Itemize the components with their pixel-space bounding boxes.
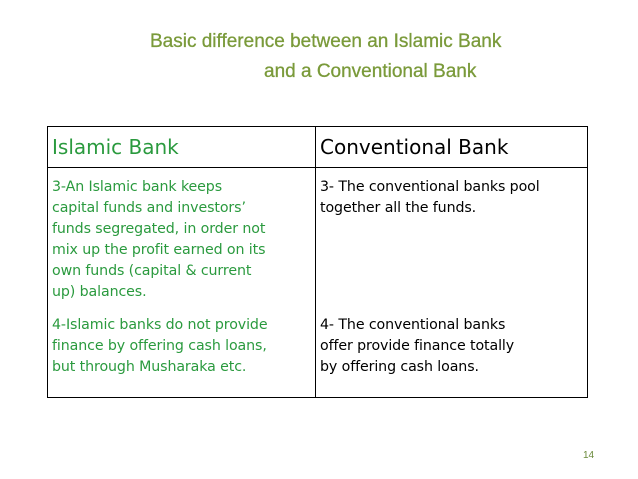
title-line-2: and a Conventional Bank — [264, 61, 477, 82]
title-line-1: Basic difference between an Islamic Bank — [150, 31, 502, 52]
conventional-point-3: 3- The conventional banks pool together all the funds. — [320, 179, 540, 216]
conventional-bank-cell — [316, 168, 588, 398]
islamic-point-3: 3-An Islamic bank keeps capital funds and investors’ funds segregated, in order not mix up the profit earned on its own funds (capital & current up) balances. — [52, 179, 266, 300]
islamic-point-4: 4-Islamic banks do not provide finance by offering cash loans, but through Musharaka etc. — [52, 317, 268, 375]
table-row — [48, 168, 588, 398]
table-header-row — [48, 127, 588, 168]
header-conventional-bank: Conventional Bank — [316, 127, 588, 168]
comparison-table — [47, 126, 588, 398]
islamic-bank-cell — [48, 168, 316, 398]
conventional-point-4: 4- The conventional banks offer provide finance totally by offering cash loans. — [320, 317, 515, 375]
page-number: 14 — [583, 450, 595, 461]
header-islamic-bank: Islamic Bank — [48, 127, 316, 168]
